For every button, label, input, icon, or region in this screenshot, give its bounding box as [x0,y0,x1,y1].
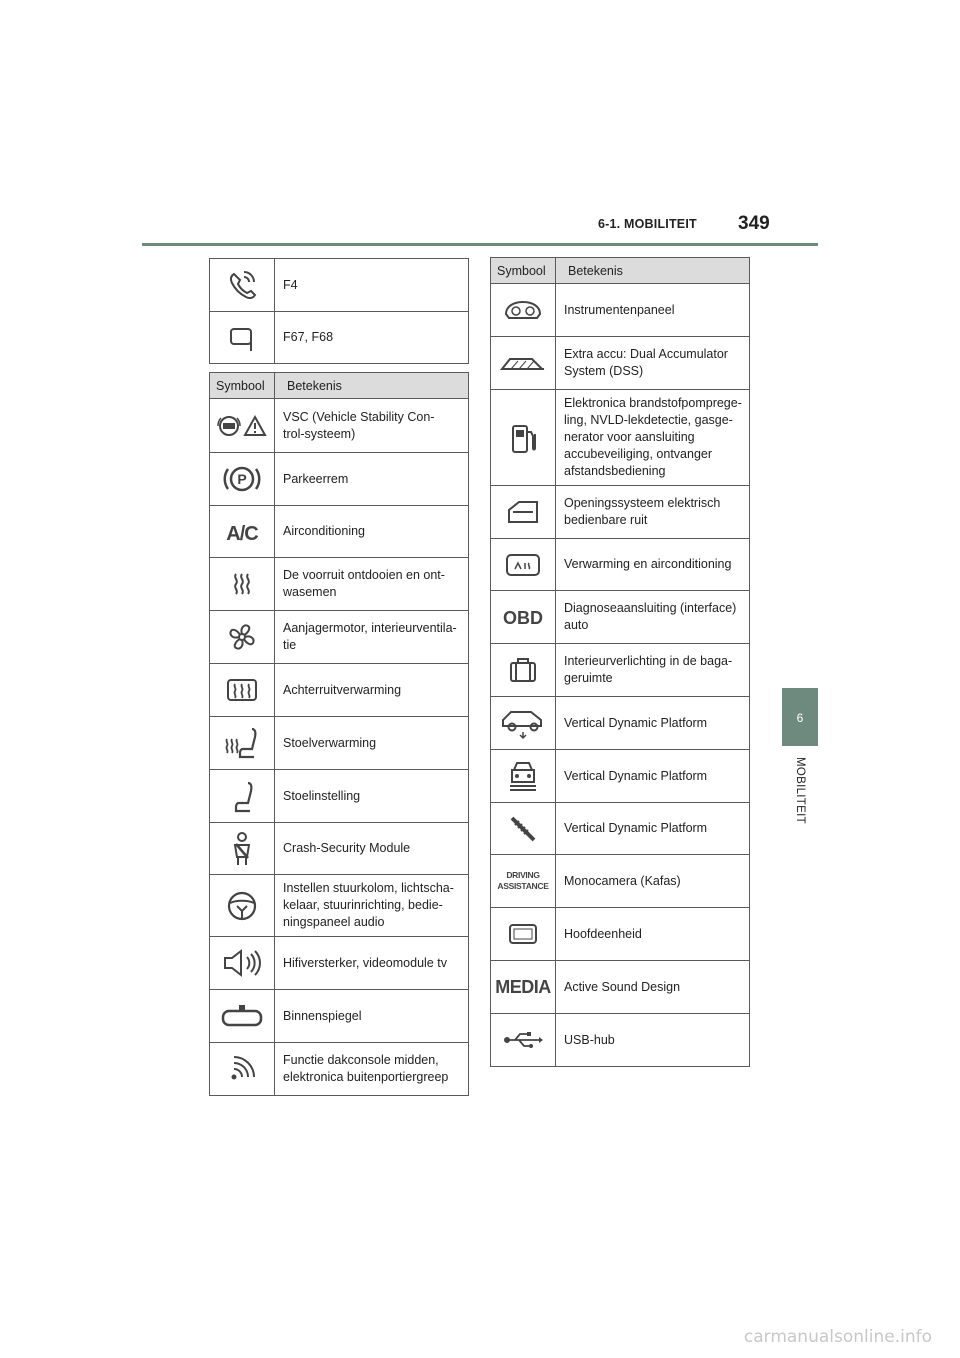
table-row [491,961,750,1014]
table-row [491,337,750,390]
row-text: Vertical Dynamic Platform [556,750,750,803]
row-text: Monocamera (Kafas) [556,855,750,908]
table-row [491,284,750,337]
seatbelt-person-icon [210,823,275,875]
head-unit-icon [491,908,556,961]
row-text: Parkeerrem [275,453,469,506]
phone-icon [210,259,275,312]
table-header-row [491,258,750,284]
row-text: Vertical Dynamic Platform [556,697,750,750]
row-text: VSC (Vehicle Stability Con- trol-systeem) [275,399,469,453]
icon-label: ASSISTANCE [497,881,549,891]
table-row [210,1043,469,1096]
table-row [210,453,469,506]
table-row [491,750,750,803]
luggage-icon [491,644,556,697]
symbol-table-right [490,257,750,1067]
row-text: F4 [275,259,469,312]
rear-mirror-icon [210,990,275,1043]
icon-label: DRIVING [506,870,540,880]
usb-icon [491,1014,556,1067]
row-text: Functie dakconsole midden, elektronica buitenportiergreep [275,1043,469,1096]
symbol-table-left [209,372,469,1096]
row-text: Diagnoseaansluiting (interface) auto [556,591,750,644]
row-text: Verwarming en airconditioning [556,539,750,591]
table-row [491,1014,750,1067]
row-text: Airconditioning [275,506,469,558]
steering-wheel-icon [210,875,275,937]
row-text: Aanjagermotor, interieurventila- tie [275,611,469,664]
row-text: Elektronica brandstofpomprege- ling, NVLD-lekdetectie, gasge- nerator voor aansluiting accubeveiliging, ontvanger afstandsbediening [556,390,750,486]
driving-assistance-icon [491,855,556,908]
svg-text:OBD: OBD [503,608,543,628]
table-row [210,611,469,664]
table-row [210,770,469,823]
row-text: Hoofdeenheid [556,908,750,961]
chapter-tab[interactable]: 6 [782,688,818,746]
table-row [210,875,469,937]
col-header-symbol: Symbool [491,258,556,284]
car-front-icon [491,750,556,803]
row-text: Achterruitverwarming [275,664,469,717]
table-row [210,259,469,312]
col-header-symbol: Symbool [210,373,275,399]
row-text: Stoelinstelling [275,770,469,823]
row-text: F67, F68 [275,312,469,364]
row-text: Stoelverwarming [275,717,469,770]
table-row [210,664,469,717]
row-text: Openingssysteem elektrisch bedienbare ruit [556,486,750,539]
rear-defrost-icon [210,664,275,717]
row-text: Hifiversterker, videomodule tv [275,937,469,990]
seat-heating-icon [210,717,275,770]
page-number: 349 [738,213,770,234]
ac-icon [210,506,275,558]
seat-icon [210,770,275,823]
abs-warning-icon [210,399,275,453]
row-text: Extra accu: Dual Accumulator System (DSS) [556,337,750,390]
table-row [491,486,750,539]
icon-label: MEDIA [495,976,551,997]
table-row [210,399,469,453]
table-row [210,990,469,1043]
section-title: 6-1. MOBILITEIT [598,217,697,231]
wireless-icon [210,1043,275,1096]
row-text: Instellen stuurkolom, lichtscha- kelaar, stuurinrichting, bedie- ningspaneel audio [275,875,469,937]
window-icon [491,486,556,539]
watermark: carmanualsonline.info [743,1327,932,1347]
row-text: Active Sound Design [556,961,750,1014]
row-text: Instrumentenpaneel [556,284,750,337]
table-row [491,908,750,961]
car-side-icon [491,337,556,390]
obd-icon [491,591,556,644]
table-row [210,717,469,770]
col-header-meaning: Betekenis [556,258,750,284]
table-row [210,937,469,990]
row-text: Interieurverlichting in de baga- geruimte [556,644,750,697]
suv-height-icon [491,697,556,750]
symbol-table-continued [209,258,469,364]
table-row [491,539,750,591]
headrest-display-icon [210,312,275,364]
row-text: Binnenspiegel [275,990,469,1043]
table-row [491,697,750,750]
table-row [210,823,469,875]
row-text: USB-hub [556,1014,750,1067]
table-row [491,855,750,908]
table-row [210,312,469,364]
instrument-cluster-icon [491,284,556,337]
row-text: Vertical Dynamic Platform [556,803,750,855]
front-defrost-icon [210,558,275,611]
table-row [210,506,469,558]
table-row [491,803,750,855]
table-header-row [210,373,469,399]
fuel-pump-icon [491,390,556,486]
svg-text:A/C: A/C [226,522,258,545]
media-icon [491,961,556,1014]
climate-display-icon [491,539,556,591]
header-rule [142,243,818,246]
row-text: Crash-Security Module [275,823,469,875]
shock-absorber-icon [491,803,556,855]
table-row [491,591,750,644]
col-header-meaning: Betekenis [275,373,469,399]
row-text: De voorruit ontdooien en ont- wasemen [275,558,469,611]
parking-brake-icon [210,453,275,506]
table-row [491,390,750,486]
table-row [491,644,750,697]
table-row [210,558,469,611]
speaker-icon [210,937,275,990]
svg-text:P: P [237,471,247,487]
chapter-label: MOBILITEIT [794,757,806,824]
fan-icon [210,611,275,664]
